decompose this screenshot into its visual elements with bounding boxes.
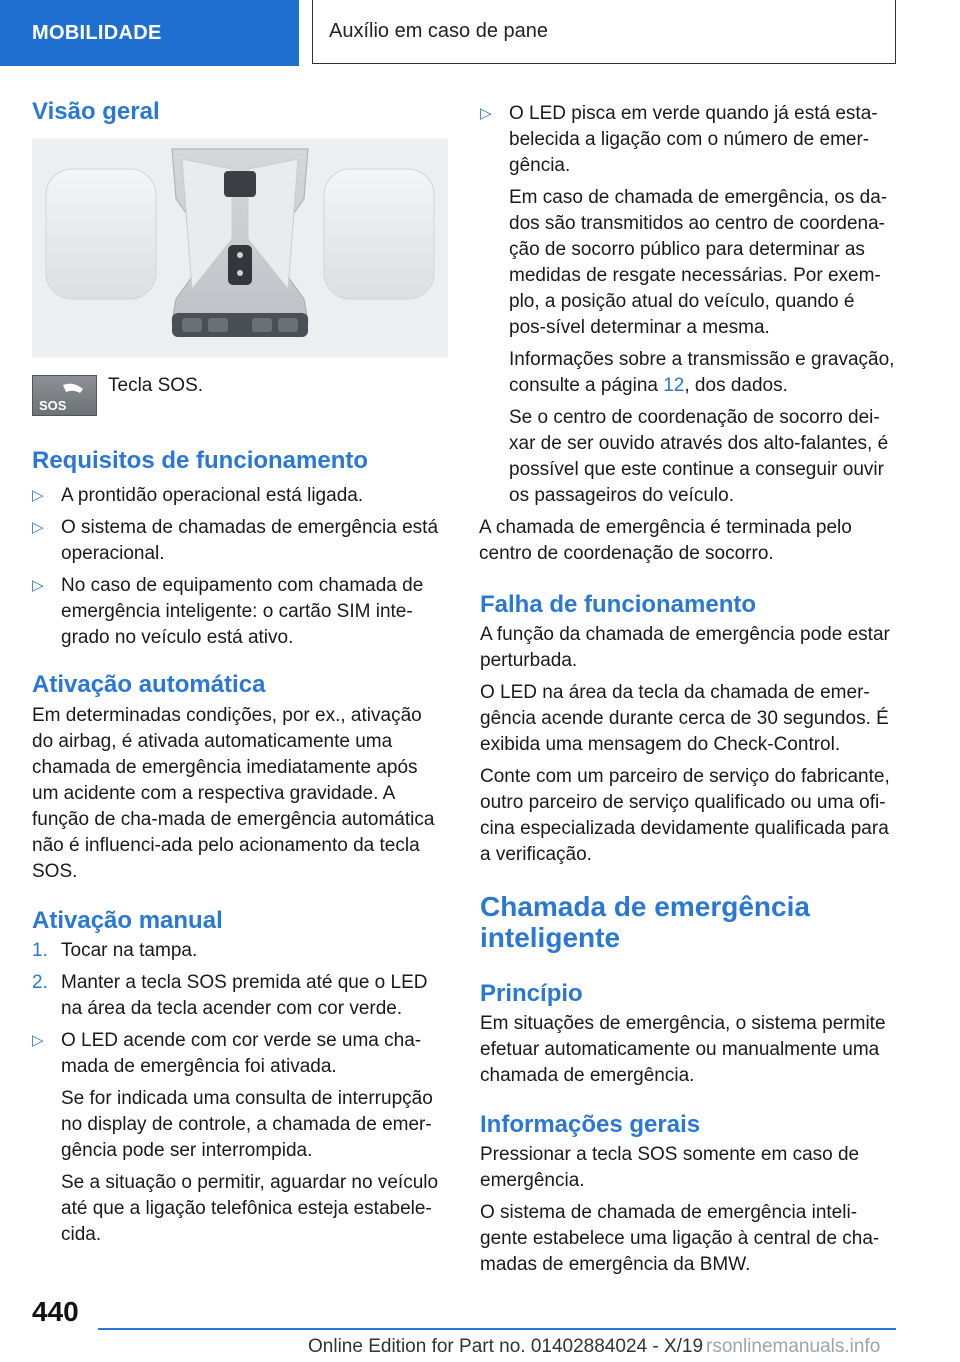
bullet-triangle-icon: ▷	[32, 487, 44, 505]
bullet-triangle-icon: ▷	[32, 1031, 44, 1049]
roof-console-photo	[32, 139, 448, 357]
right-column	[480, 101, 896, 1278]
footer-divider	[98, 1328, 896, 1330]
manual-steps-list	[32, 938, 448, 1022]
ativacao-automatica-text: Em determinadas condições, por ex., ativação do airbag, é ativada automaticamente uma chamada de emergência imediatamente após um acidente com a respectiva gravidade. A função de cha-mada de emergência automática não é influenci-ada pelo acionamento da tecla SOS.	[32, 704, 435, 882]
blink-sub-1: Em caso de chamada de emergência, os da-dos são transmitidos ao centro de coordena-ção de socorro público para determinar as medidas de resgate necessárias. Por exem-plo, a posição atual do veículo, quando é pos-sível determinar a mesma.	[509, 187, 888, 338]
heading-falha: Falha de funcionamento	[480, 591, 757, 618]
heading-chamada-inteligente: Chamada de emergência inteligente	[480, 891, 810, 953]
section-tab[interactable]: MOBILIDADE	[0, 0, 299, 66]
info-text-2: O sistema de chamada de emergência inteli-gente estabelece uma ligação à central de cha-madas de emergência da BMW.	[480, 1202, 880, 1276]
falha-text-2: O LED na área da tecla da chamada de emer-gência acende durante cerca de 30 segundos. É exibida uma mensagem do Check-Control.	[480, 682, 889, 756]
heading-ativacao-automatica: Ativação automática	[32, 671, 266, 699]
blink-sub-2: Informações sobre a transmissão e gravação, consulte a página 12, dos dados.	[509, 349, 895, 396]
page-number: 440	[32, 1296, 79, 1327]
page-header	[0, 0, 960, 66]
chapter-title: Auxílio em caso de pane	[312, 0, 896, 64]
heading-informacoes-gerais: Informações gerais	[480, 1110, 701, 1138]
led-bullet: ▷ O LED acende com cor verde se uma cha-mada de emergência foi ativada. Se for indicada uma consulta de interrupção no display de controle, a chamada de emer-gência pode ser interrompida. Se a situação o permitir, aguardar no veículo até que a ligação telefônica esteja estabele-cida.	[32, 1028, 448, 1248]
list-item: ▷ O sistema de chamadas de emergência está operacional.	[32, 517, 439, 565]
bullet-triangle-icon: ▷	[480, 105, 492, 122]
heading-requisitos: Requisitos de funcionamento	[32, 447, 369, 475]
edition-text: Online Edition for Part no. 01402884024 - X/19	[308, 1336, 704, 1357]
sos-icon-label: SOS	[39, 398, 67, 414]
principio-text: Em situações de emergência, o sistema permite efetuar automaticamente ou manualmente uma chamada de emergência.	[480, 1012, 886, 1086]
step-item: 1. Tocar na tampa.	[32, 939, 198, 961]
heading-ativacao-manual: Ativação manual	[32, 906, 223, 934]
info-text-1: Pressionar a tecla SOS somente em caso de emergência.	[480, 1144, 860, 1192]
left-column	[32, 96, 448, 1248]
led-sub-1: Se for indicada uma consulta de interrupção no display de controle, a chamada de emer-gência pode ser interrompida.	[61, 1087, 433, 1161]
bullet-triangle-icon: ▷	[32, 519, 44, 537]
end-call-text: A chamada de emergência é terminada pelo centro de coordenação de socorro.	[479, 517, 852, 564]
list-item: ▷ A prontidão operacional está ligada.	[32, 483, 448, 509]
led-sub-2: Se a situação o permitir, aguardar no veículo até que a ligação telefônica esteja estabele-cida.	[61, 1171, 439, 1245]
sos-key-icon	[32, 375, 97, 416]
requisitos-list	[32, 483, 448, 651]
blink-sub-3: Se o centro de coordenação de socorro dei-xar de ser ouvido através dos alto-falantes, é possível que este continue a conseguir ouvir os passageiros do veículo.	[509, 407, 889, 506]
falha-text-1: A função da chamada de emergência pode estar perturbada.	[480, 624, 890, 672]
list-item: ▷ No caso de equipamento com chamada de emergência inteligente: o cartão SIM inte-grado no veículo está ativo.	[32, 575, 424, 649]
page-link[interactable]: 12	[663, 375, 685, 396]
heading-visao-geral: Visão geral	[32, 98, 160, 125]
watermark-text: rsonlinemanuals.info	[706, 1336, 881, 1357]
roof-console-illustration	[32, 139, 448, 357]
heading-principio: Princípio	[480, 979, 583, 1007]
blink-bullet: ▷ O LED pisca em verde quando já está esta-belecida a ligação com o número de emer-gência. Em caso de chamada de emergência, os da-dos são transmitidos ao centro de coordena-ção de socorro público para determinar as medidas de resgate necessárias. Por exem-plo, a posição atual do veículo, quando é pos-sível determinar a mesma. Informações sobre a transmissão e gravação, consulte a página 12, dos dados. Se o centro de coordenação de socorro dei-xar de ser ouvido através dos alto-falantes, é possível que este continue a conseguir ouvir os passageiros do veículo.	[480, 101, 896, 509]
sos-caption: Tecla SOS.	[108, 375, 204, 397]
falha-text-3: Conte com um parceiro de serviço do fabricante, outro parceiro de serviço qualificado ou uma ofi-cina especializada devidamente qualificada para a verificação.	[480, 766, 890, 866]
sos-caption-row	[32, 375, 448, 416]
step-item: 2. Manter a tecla SOS premida até que o LED na área da tecla acender com cor verde.	[32, 971, 428, 1019]
bullet-triangle-icon: ▷	[32, 577, 44, 595]
